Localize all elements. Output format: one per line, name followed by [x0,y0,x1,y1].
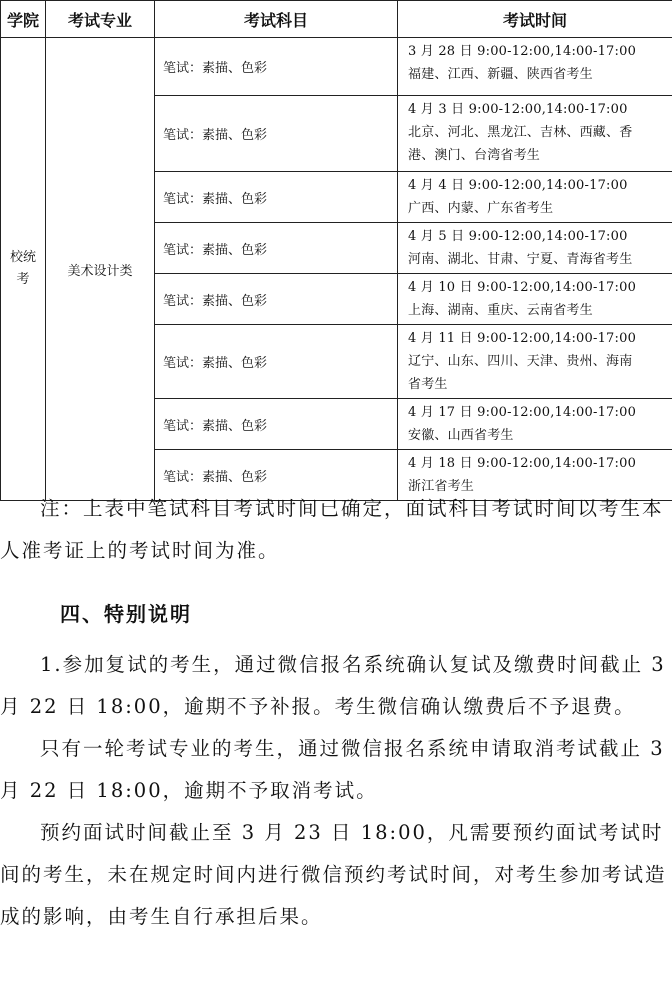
table-row [1,38,672,96]
time-cell: 4 月 17 日 9:00-12:00,14:00-17:00 安徽、山西省考生 [398,399,672,450]
time-cell: 4 月 11 日 9:00-12:00,14:00-17:00 辽宁、山东、四川、天津、贵州、海南 省考生 [398,325,672,399]
subject-cell: 笔试：素描、色彩 [155,172,398,223]
header-college: 学院 [1,1,46,38]
time-cell: 4 月 5 日 9:00-12:00,14:00-17:00 河南、湖北、甘肃、宁夏、青海省考生 [398,223,672,274]
note-paragraph: 注：上表中笔试科目考试时间已确定，面试科目考试时间以考生本人准考证上的考试时间为准。 [0,497,664,562]
time-cell: 4 月 10 日 9:00-12:00,14:00-17:00 上海、湖南、重庆、云南省考生 [398,274,672,325]
subject-cell: 笔试：素描、色彩 [155,223,398,274]
subject-cell: 笔试：素描、色彩 [155,38,398,96]
time-cell: 4 月 18 日 9:00-12:00,14:00-17:00 浙江省考生 [398,450,672,501]
paragraph: 1.参加复试的考生，通过微信报名系统确认复试及缴费时间截止 3 月 22 日 18:00，逾期不予补报。考生微信确认缴费后不予退费。 [0,653,666,718]
special-notes [0,644,672,938]
section-title: 四、特别说明 [60,602,192,626]
table-header-row [1,1,672,38]
subject-cell: 笔试：素描、色彩 [155,399,398,450]
subject-cell: 笔试：素描、色彩 [155,96,398,172]
note-block [0,488,672,572]
college-label: 校统 考 [9,250,36,287]
time-cell: 4 月 3 日 9:00-12:00,14:00-17:00 北京、河北、黑龙江、吉林、西藏、香 港、澳门、台湾省考生 [398,96,672,172]
college-cell [1,38,46,501]
subject-cell: 笔试：素描、色彩 [155,450,398,501]
time-cell: 4 月 4 日 9:00-12:00,14:00-17:00 广西、内蒙、广东省考生 [398,172,672,223]
time-cell: 3 月 28 日 9:00-12:00,14:00-17:00 福建、江西、新疆、陕西省考生 [398,38,672,96]
paragraph: 预约面试时间截止至 3 月 23 日 18:00，凡需要预约面试考试时间的考生，未在规定时间内进行微信预约考试时间，对考生参加考试造成的影响，由考生自行承担后果。 [0,821,667,928]
subject-cell: 笔试：素描、色彩 [155,325,398,399]
header-time: 考试时间 [398,1,672,38]
subject-cell: 笔试：素描、色彩 [155,274,398,325]
header-subject: 考试科目 [155,1,398,38]
major-cell: 美术设计类 [46,38,155,501]
paragraph: 只有一轮考试专业的考生，通过微信报名系统申请取消考试截止 3 月 22 日 18:00，逾期不予取消考试。 [0,737,665,802]
header-major: 考试专业 [46,1,155,38]
